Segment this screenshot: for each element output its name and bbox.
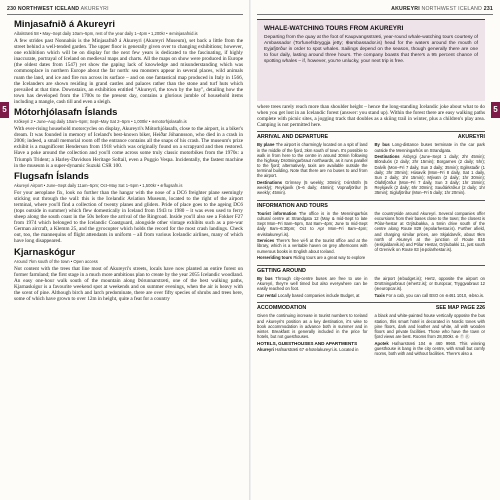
info-entry-text: For a cab, you can call BSO on ⊕461 1010, ⊕bso.is. — [386, 292, 485, 298]
info-entry-label: Akureyri — [257, 347, 274, 353]
info-entry-text: Ásbyrgi (June–Sept 1 daily; 2hr 45min); Blönduós (2 daily; 2hr 15min); Borgarnes (2 daily; 5hr); Dalvík (Mon–Fri 7 daily, Sun 3 daily; 35min); Egilsstaðir (1 daily; 3hr 30min); Húsavík (Mon–Fri 8 daily, Sat 1 daily, Sun 2 daily; 1hr 15min); Mývatn (2 daily; 1hr 30min); Ólafsfjörður (Mon–Fri 7 daily, Sun 3 daily; 1hr 15min); Reykjavík (2 daily; 6hr 30min); Sauðárkrókur (2 daily; 1hr 35min); Siglufjörður (Mon–Fri 5 daily; 1hr 20min). — [374, 154, 485, 196]
info-entry-text: The office is in the Menningarhús cultural centre at Strandgata 12 (May & mid-Sept to late Sept Mon–Fri 8am–5pm, Sat 8am–4pm; June to mid-Sept daily 8am–6:30pm; Oct to Apr Mon–Fri 8am–4pm; ⊕visitakureyri.is). — [257, 210, 368, 237]
section-title: Kjarnaskógur — [14, 246, 76, 258]
accommodation-subheading: HOTELS, GUESTHOUSES AND APARTMENTS — [257, 341, 358, 347]
left-page-number: 230 — [7, 6, 17, 12]
info-entry — [375, 142, 486, 152]
section-heading — [257, 131, 485, 140]
section-paragraph: For your aeroplane fix, look no further than the hangar with the nose of a DC6 freighter plane seemingly sticking out through the wall: this is the Icelandic Aviation Museum, located to the right of the airport terminal, where you'll find a collection of twenty planes and gliders. Pride of place goes to the ageing DC6 (tops outside in summer) which flew domestically in Iceland from 1943 to 1980 – it was even used to ferry sheep along the south coast in the 50s before the arrival of the Ringroad. Inside you'll also see a Fokker F27 from 1974 which belonged to the Icelandic Coastguard, alongside other vintage exhibits such as a pre-war German aircraft, a Klemm 25, and the gyrocopter which holds the record for the most crash landings. Check out, too, the mannequins of flight attendants in uniform – all from various Icelandic airlines, many of which have long disappeared. — [14, 189, 243, 245]
info-entry-text: the airport (⊕budget.is); Hertz, opposite the airport on Drottningarbraut (⊕hertz.is); or Europcar, Tryggvabraut 12 (⊕europcar.is). — [374, 275, 485, 292]
info-entry — [375, 276, 486, 291]
section-kjarnaskogur — [14, 247, 243, 303]
section-meta: Around 7km south of the town • Open access — [14, 258, 98, 264]
right-head-rule — [257, 14, 493, 15]
info-entry — [257, 313, 368, 339]
info-entry — [257, 276, 368, 291]
info-entry-text: Through city-centre buses are free to use in Akureyri, they're well timed but also everywhere can be easily reached on foot. — [257, 275, 368, 292]
section-paragraph: Not content with the trees that line most of Akureyri's streets, locals have now planted an entire forest on former farmland; the first stage in a much more ambitious plan to create by the year 2055 Icelandic woodland. An easy one-hour walk south of the mountain along Þórunnarstræti, one of the best walking paths, Kjarnaskógur is a favourite weekend spot at weekends and on summer evenings, when the air is heavy with the scent of pine. Although birch and larch predominate, there are over fifty species of shrubs and trees here, some of which have grown to over 12m in height, quite a feat for a country — [14, 265, 243, 302]
left-running-head — [7, 6, 109, 12]
section-meta: Krókeyri 2 • June–Aug daily 10am–5pm; Sept–May Sat 2–5pm • 1,000kr • ⊕motorhjolasafn.is — [14, 119, 187, 125]
section-minjasafnid — [14, 19, 243, 105]
section-heading-title: GETTING AROUND — [257, 267, 306, 274]
section-heading — [257, 265, 485, 274]
info-entry-label: By plane — [257, 142, 275, 148]
right-column — [257, 104, 485, 497]
info-entry-text: the countryside around Akureyri. Several companies offer excursions from their bases close to the town; the closest is Pólar-hestar at Grýtubakka, a 5min drive south of the centre along Route 829 (⊕polarhestar.is). Further afield, and charging similar prices, are Skjaldarvík, about 9km north of Akureyri at the junction of Route 816 (⊕skjaldarvik.is) and Pólar Hestar, Grýtubakki 11, just south of Grenivík on Route 83 (⊕polarhestar.is). — [374, 210, 485, 253]
section-heading — [257, 302, 485, 311]
section-heading-right: AKUREYRI — [457, 134, 485, 141]
section-accommodation — [257, 302, 485, 357]
whale-box-title: WHALE-WATCHING TOURS FROM AKUREYRI — [264, 25, 404, 32]
info-entry — [375, 154, 486, 195]
info-entry — [257, 142, 368, 178]
section-title: Minjasafnið á Akureyri — [14, 19, 116, 30]
info-entry — [257, 180, 368, 195]
info-entry — [257, 255, 368, 260]
info-entry — [375, 313, 486, 339]
info-entry — [257, 293, 368, 298]
info-entry-text: a black and white-painted house vertically opposite the bus station, this smart hotel is decorated in Nordic tones with pine floors, dark and leather and white, all with wooden floors and private facilities. Those who have the town or fjord views are best. Rooms from 28,000kr. ⊕ Ⓣ Ⓡ — [374, 313, 485, 340]
section-title: Mótorhjólasafn Íslands — [14, 107, 118, 119]
info-entry — [257, 211, 368, 237]
section-heading-title: ACCOMMODATION — [257, 305, 307, 312]
section-information — [257, 200, 485, 262]
info-entry — [375, 341, 486, 356]
info-entry-text: Riding tours are a great way to explore — [293, 255, 366, 261]
info-entry-label: Car rental — [257, 292, 277, 298]
right-page-number: 231 — [483, 6, 493, 12]
section-heading-title: ARRIVAL AND DEPARTURE — [257, 134, 329, 141]
info-entry-label: By bus — [374, 142, 390, 148]
section-paragraph: A few strides past Nonnahús is the Minjasafnið á Akureyri (Akureyri Museum), set back a little from the street behind a well-tended garden. The upper floor is generally given over to changing exhibitions; however, one exhibition which will be on display for the next few years is dedicated to the fascinating, if highly inaccurate, portrayal of Iceland on medieval maps and charts. All the maps on show were produced in Europe (the oldest dates from 1547) yet show the gaping lack of knowledge and misunderstanding which was commonplace in northern Europe about the far north: sea monsters appear in several places, wild animals roam the land, and ice and fire run across its surface – and on one fantastical map produced in Italy in 1566, the Icelanders are shown residing in grand castles and palaces rather than the stone and turf huts which prevailed at that time. Downstairs, an exhibition entitled "Akureyri, the town by the bay", detailing how the town has developed from the 1700s to the present day, contains a glorious jumble of household items including a mangle, cash till and even a sleigh. — [14, 38, 243, 105]
whale-box-text: Departing from the quay at the foot of Kaupvangsstræti, year-round whale-watching tours courtesy of Ambassador (Torfunefsbryggja jetty; ⊕ambassador.is) head for the waters around the mouth of Eyjafjörður in order to spot whales. Sailings depend on the season, though generally there are one to four daily, lasting around three hours. The company boasts that there's a 95 percent chance of spotting whales – if, however, you're unlucky, your next trip is free. — [264, 35, 478, 64]
section-paragraph: With ever-rising household motorcycles on display, Akureyri's Mótorhjólasafn, close to the airport, is a biker's dream. It was founded in memory of Iceland's best-known biker, Heiðar Jóhannsson, who died in a crash in 2006; indeed, a small memorial room off the entrance contains all the snaps of his crash. The museum's prize exhibit is a magnificent Henderson from 1918 which was originally found on a scrapyard and then restored. Have a poke around the collection and you'll come across some truly classic motorbikes from the 1970s: a Triumph Trident; a Harley-Davidson Heritage Softail, even a Puggio Vespa. Incidentally, the fastest machine in the museum is a super-dynamic Suzuki CSR 100. — [14, 126, 243, 169]
info-entry-text: Grímsey (5 weekly; 30min); Þórshöfn (5 weekly); Reykjavík (5–6 daily; 45min); Vopnafjörður (5 weekly; 45min). — [257, 179, 368, 196]
right-running-head-title: AKUREYRI — [391, 6, 420, 12]
info-entry-label: Apotek — [374, 340, 389, 346]
right-running-head — [391, 6, 493, 12]
left-chapter-tab: 5 — [0, 102, 9, 118]
info-entry-label: Tourist information — [257, 210, 297, 216]
info-entry-label: Services — [257, 238, 275, 244]
info-entry-text: Long-distance buses terminate in the car park outside the Menningarhús on Strandgata. — [374, 142, 485, 153]
left-page — [0, 0, 249, 500]
section-heading-right: SEE MAP PAGE 226 — [435, 305, 485, 312]
section-heading-title: INFORMATION AND TOURS — [257, 202, 328, 209]
right-running-head-sub: NORTHWEST ICELAND — [421, 6, 483, 12]
left-running-head-title: NORTHWEST ICELAND — [17, 6, 80, 12]
left-column — [14, 19, 243, 497]
section-meta: Aðalstræti 58 • May–Sept daily 10am–5pm, rest of the year daily 1–4pm • 1,200kr • ⊕minjasafnid.is — [14, 31, 198, 36]
info-entry — [375, 293, 486, 298]
section-arrival — [257, 131, 485, 197]
info-entry — [375, 211, 486, 252]
info-entry-text: Locally based companies include Budget, at — [277, 292, 360, 298]
intro-paragraph: where trees rarely reach more than shoulder height – hence the long-standing Icelandic joke about what to do when you get lost in an Icelandic forest (answer: you stand up). Within the forest there are easy walking paths complete with picnic sites, a jogging track that doubles as a skiing trail in winter, plus a children's play area. Camping is not permitted here. — [257, 104, 485, 129]
info-entry-label: Taxis — [374, 292, 385, 298]
info-entry-text: Given the continuing increase in tourist numbers to Iceland and Akureyri's position as a key destination, it's wise to book accommodation in advance both in summer and in winter. Breakfast is generally included in the price for hotels, but not guesthouses. — [257, 313, 368, 340]
info-entry-label: Horseriding tours — [257, 255, 293, 261]
info-entry — [257, 238, 368, 253]
section-getting-around — [257, 265, 485, 300]
info-entry-label: Destinations — [257, 179, 283, 185]
right-page — [251, 0, 500, 500]
section-meta: Akureyri Airport • June–Sept daily 11am–5pm; Oct–May Sat 1–5pm • 1,500kr • ⊕flugsafn.is — [14, 182, 183, 188]
left-running-head-sub: AKUREYRI — [80, 6, 109, 12]
whale-watching-box — [257, 19, 485, 101]
right-chapter-tab: 5 — [491, 102, 500, 118]
section-heading — [257, 200, 485, 209]
info-entry-text: Hafnarstræti 67 ⊕hotelakureyri.is. Located in — [275, 347, 359, 353]
info-entry-text: The airport is charmingly located on a spit of land in the middle of the fjord, 3km south of town. It's possible to walk in from here to the centre in around 30min following the highway Drottningarbraut northwards, as it runs parallel to the fjord; alternatively, taxis are available outside the terminal building. Note that there are no buses to and from the airport. — [257, 142, 368, 179]
info-entry-text: There's free wi-fi at the tourist office and at the library, which is a veritable haven on grey afternoons with numerous books in English about Iceland. — [257, 238, 368, 254]
section-motorhjolasafn — [14, 107, 243, 169]
info-entry-text: Hafnarstræti 104 ⊕ 460 9960. This winning guesthouse is bang in the city centre, with small but comfy rooms, both with and without facilities. There's also a — [374, 340, 485, 357]
info-entry-label: Destinations — [374, 154, 400, 160]
info-entry — [257, 347, 368, 352]
section-title: Flugsafn Íslands — [14, 170, 89, 182]
info-entry-label: By bus — [257, 275, 273, 281]
section-flugsafn — [14, 171, 243, 245]
left-head-rule — [7, 14, 243, 15]
